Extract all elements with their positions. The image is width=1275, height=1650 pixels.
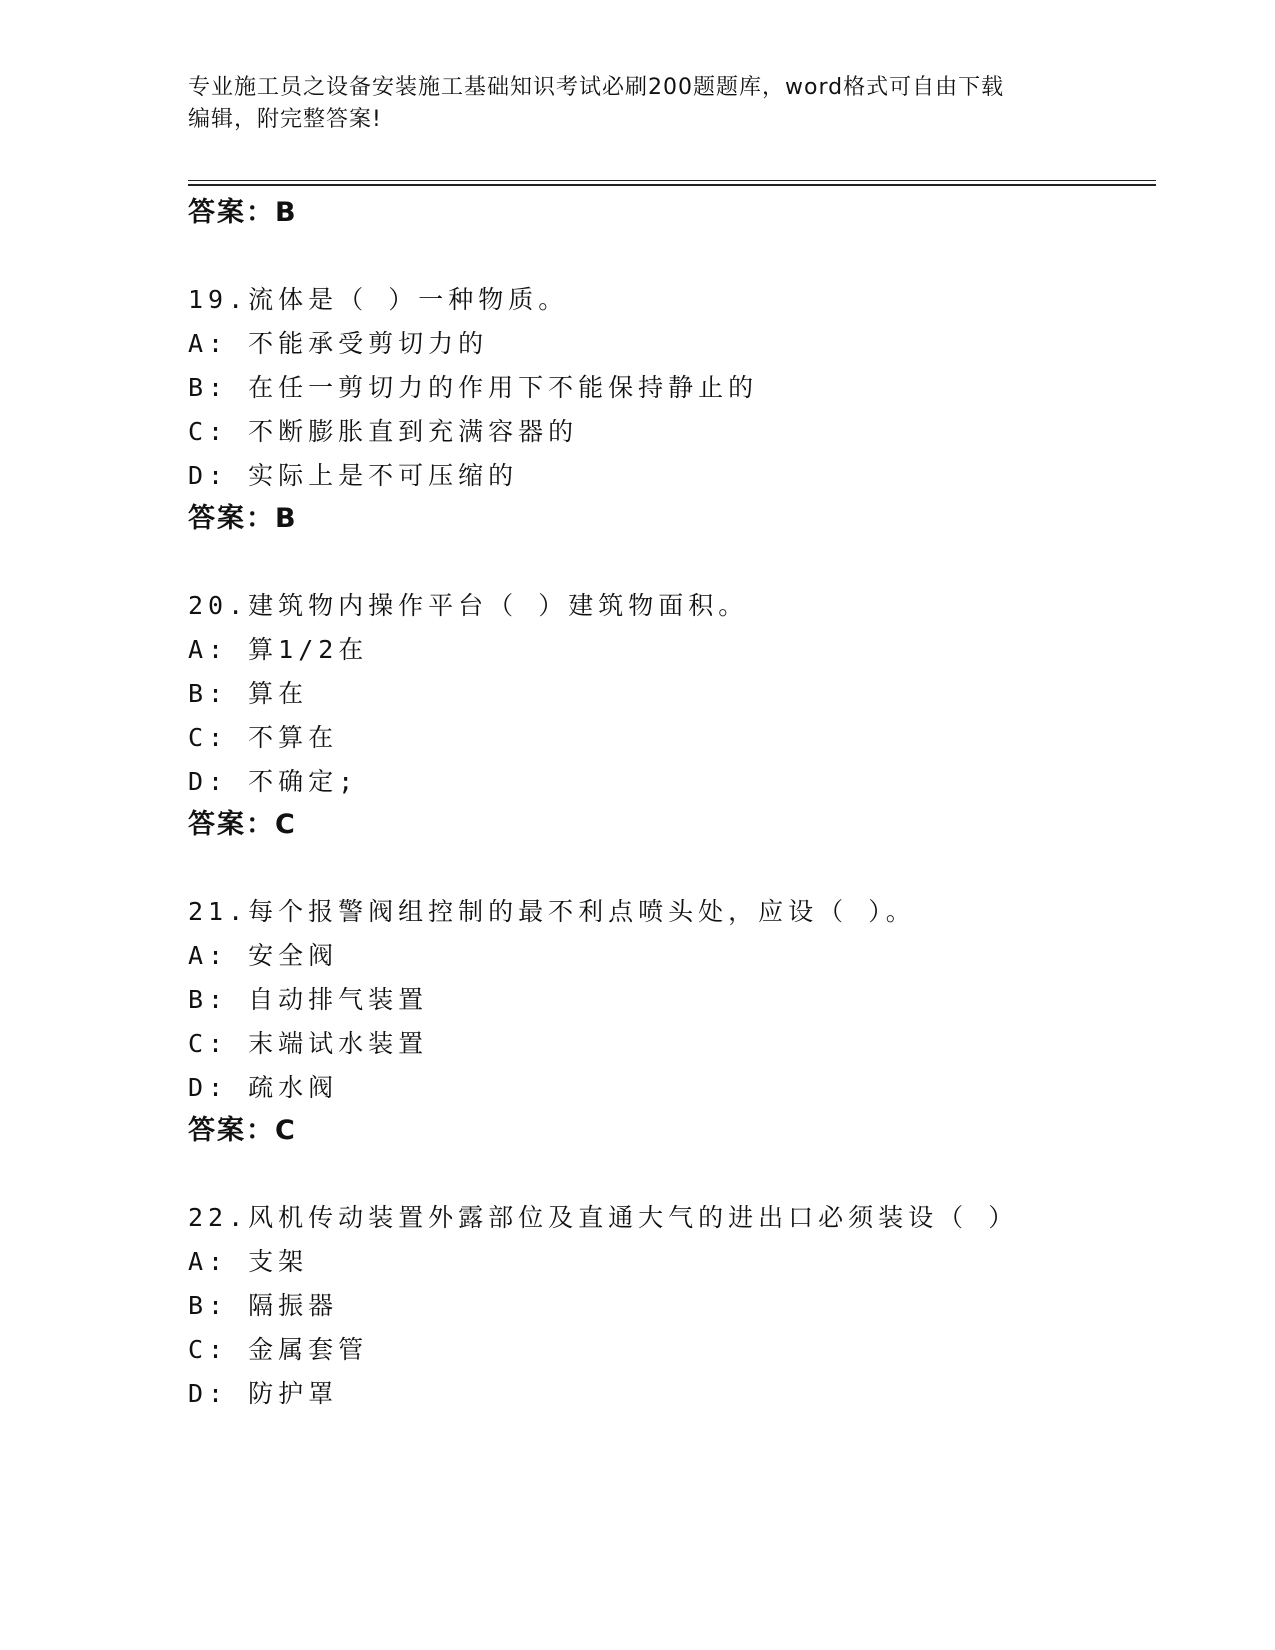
question-22-stem: 22.风机传动装置外露部位及直通大气的进出口必须装设（ ） <box>188 1203 1019 1232</box>
question-21-option-c: C: 末端试水装置 <box>188 1029 429 1058</box>
question-19-option-c: C: 不断膨胀直到充满容器的 <box>188 417 579 446</box>
question-21-option-b: B: 自动排气装置 <box>188 985 429 1014</box>
answer-previous: 答案：B <box>188 197 298 228</box>
question-19-answer: 答案：B <box>188 503 298 534</box>
question-19-option-b: B: 在任一剪切力的作用下不能保持静止的 <box>188 373 759 402</box>
header-rule-thin <box>188 180 1156 181</box>
question-22-option-a: A: 支架 <box>188 1247 309 1276</box>
question-20-option-b: B: 算在 <box>188 679 309 708</box>
question-21-option-a: A: 安全阀 <box>188 941 339 970</box>
question-22-option-c: C: 金属套管 <box>188 1335 369 1364</box>
question-20-option-c: C: 不算在 <box>188 723 339 752</box>
question-19-stem: 19.流体是（ ）一种物质。 <box>188 285 569 314</box>
question-21-option-d: D: 疏水阀 <box>188 1073 339 1102</box>
header-line-1: 专业施工员之设备安装施工基础知识考试必刷200题题库，word格式可自由下载 <box>188 75 1005 100</box>
header-rule-thick <box>188 184 1156 186</box>
question-20-stem: 20.建筑物内操作平台（ ）建筑物面积。 <box>188 591 749 620</box>
question-20-option-d: D: 不确定; <box>188 767 359 796</box>
question-21-answer: 答案：C <box>188 1115 297 1146</box>
question-19-option-a: A: 不能承受剪切力的 <box>188 329 489 358</box>
header-line-2: 编辑，附完整答案! <box>188 107 382 132</box>
question-20-answer: 答案：C <box>188 809 297 840</box>
question-19-option-d: D: 实际上是不可压缩的 <box>188 461 519 490</box>
question-21-stem: 21.每个报警阀组控制的最不利点喷头处，应设（ ）。 <box>188 897 916 926</box>
document-header <box>188 72 1088 136</box>
question-22-option-d: D: 防护罩 <box>188 1379 339 1408</box>
question-22-option-b: B: 隔振器 <box>188 1291 339 1320</box>
question-20-option-a: A: 算1/2在 <box>188 635 369 664</box>
